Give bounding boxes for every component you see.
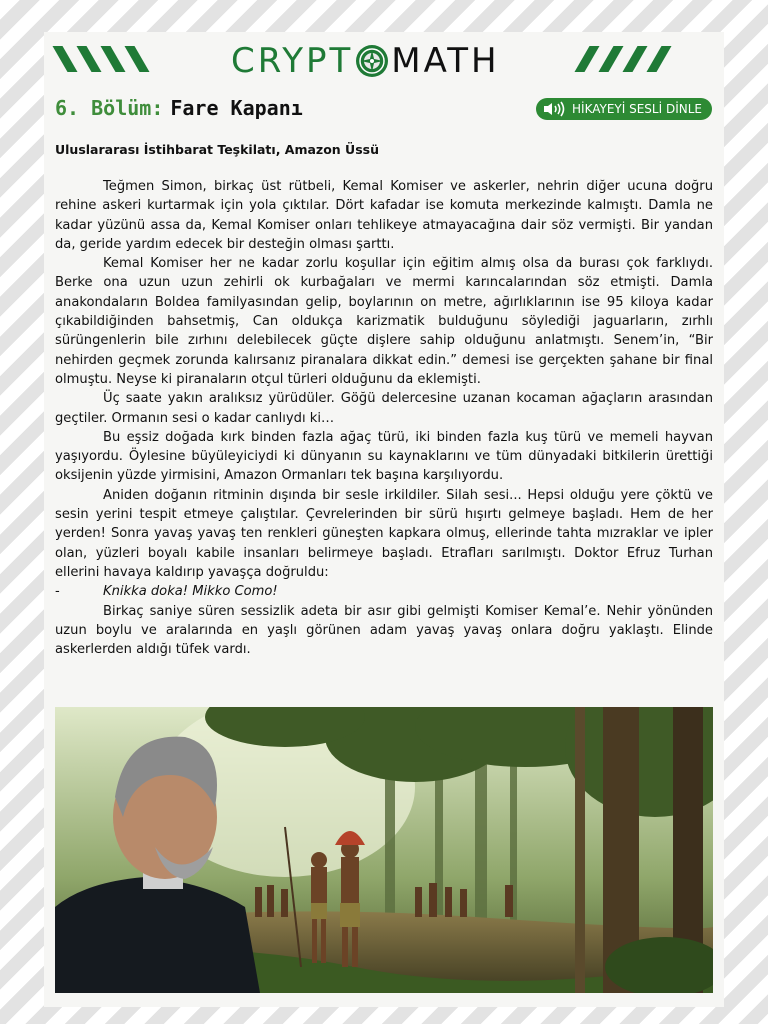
compass-emblem-icon	[355, 44, 389, 78]
listen-audio-button[interactable]	[536, 98, 712, 120]
chapter-number: 6. Bölüm:	[55, 96, 164, 120]
paragraph: Kemal Komiser her ne kadar zorlu koşullar için eğitim almış olsa da burası çok farklıydı. Berke ona uzun uzun zehirli ok kurbağaları ve mermi karıncalarından söz etmişti. Damla anakondaların Boldea familyasından gelip, boylarının on metre, ağırlıklarının ise 95 kiloya kadar çıkabildiğinden bahsetmiş, Can oldukça karizmatik bulduğunu söylediği jaguarların, zırhlı sürüngenlerin bile zırhını delebilecek güçte dişlere sahip olduğunu anlatmıştı. Senem’in, “Bir nehirden geçmek zorunda kalırsanız piranalara dikkat edin.” demesi ise gerçekten şahane bir final olmuştu. Neyse ki piranaların otçul türleri olduğunu da eklemişti.	[55, 256, 713, 387]
dialog-line	[55, 582, 713, 601]
story-text	[55, 177, 713, 659]
paragraph: Aniden doğanın ritminin dışında bir sesle irkildiler. Silah sesi... Hepsi olduğu yere çöktü ve sesin yerini tespit etmeye çalıştılar. Çevrelerinden bir sürü hışırtı gelmeye başladı. Hem de her yerden! Sonra yavaş yavaş ten renkleri güneşten kapkara olmuş, ellerinde tahta mızraklar ve ipler olan, yüzleri boyalı kabile insanları belirmeye başladı. Etrafları sarılmıştı. Doktor Efruz Turhan ellerini havaya kaldırıp yavaşça doğruldu:	[55, 487, 713, 580]
dialog-text: Knikka doka! Mikko Como!	[103, 584, 278, 600]
location-heading: Uluslararası İstihbarat Teşkilatı, Amazon Üssü	[55, 142, 379, 157]
brand-logo	[231, 41, 500, 81]
jungle-illustration	[55, 707, 713, 993]
listen-audio-label: HİKAYEYİ SESLİ DİNLE	[572, 102, 702, 116]
dialog-dash: -	[55, 584, 60, 600]
chapter-title	[55, 96, 303, 120]
brand-part2: MATH	[391, 41, 500, 81]
decor-slashes-left	[60, 46, 142, 72]
paragraph: Üç saate yakın aralıksız yürüdüler. Göğü delercesine uzanan kocaman ağaçların arasından geçtiler. Ormanın sesi o kadar canlıydı ki…	[55, 391, 713, 426]
speaker-icon	[542, 101, 566, 117]
chapter-name: Fare Kapanı	[170, 96, 303, 120]
paragraph: Bu eşsiz doğada kırk binden fazla ağaç türü, iki binden fazla kuş türü ve memeli hayvan yaşıyordu. Öylesine büyüleyiciydi ki dünyanın su kaynaklarını ve tüm dünyadaki bitkilerin ürettiği oksijenin yüzde yirmisini, Amazon Ormanları tek başına karşılıyordu.	[55, 429, 713, 484]
paragraph: Teğmen Simon, birkaç üst rütbeli, Kemal Komiser ve askerler, nehrin diğer ucuna doğru rehine askeri kurtarmak için yola çıktılar. Dört kafadar ise komuta merkezinde kalmıştı. Damla ne kadar yüzünü assa da, Kemal Komiser onları tehlikeye atmayacağına dair söz vermişti. Bir yandan da, geride yardım edecek bir desteğin olması şarttı.	[55, 179, 713, 252]
header	[0, 36, 768, 86]
decor-slashes-right	[582, 46, 664, 72]
paragraph: Birkaç saniye süren sessizlik adeta bir asır gibi gelmişti Komiser Kemal’e. Nehir yönünden uzun boylu ve aralarında en yaşlı görünen adam yavaş yavaş onlara doğru yaklaştı. Elinde askerlerden aldığı tüfek vardı.	[55, 603, 713, 658]
brand-part1: CRYPT	[231, 41, 354, 81]
